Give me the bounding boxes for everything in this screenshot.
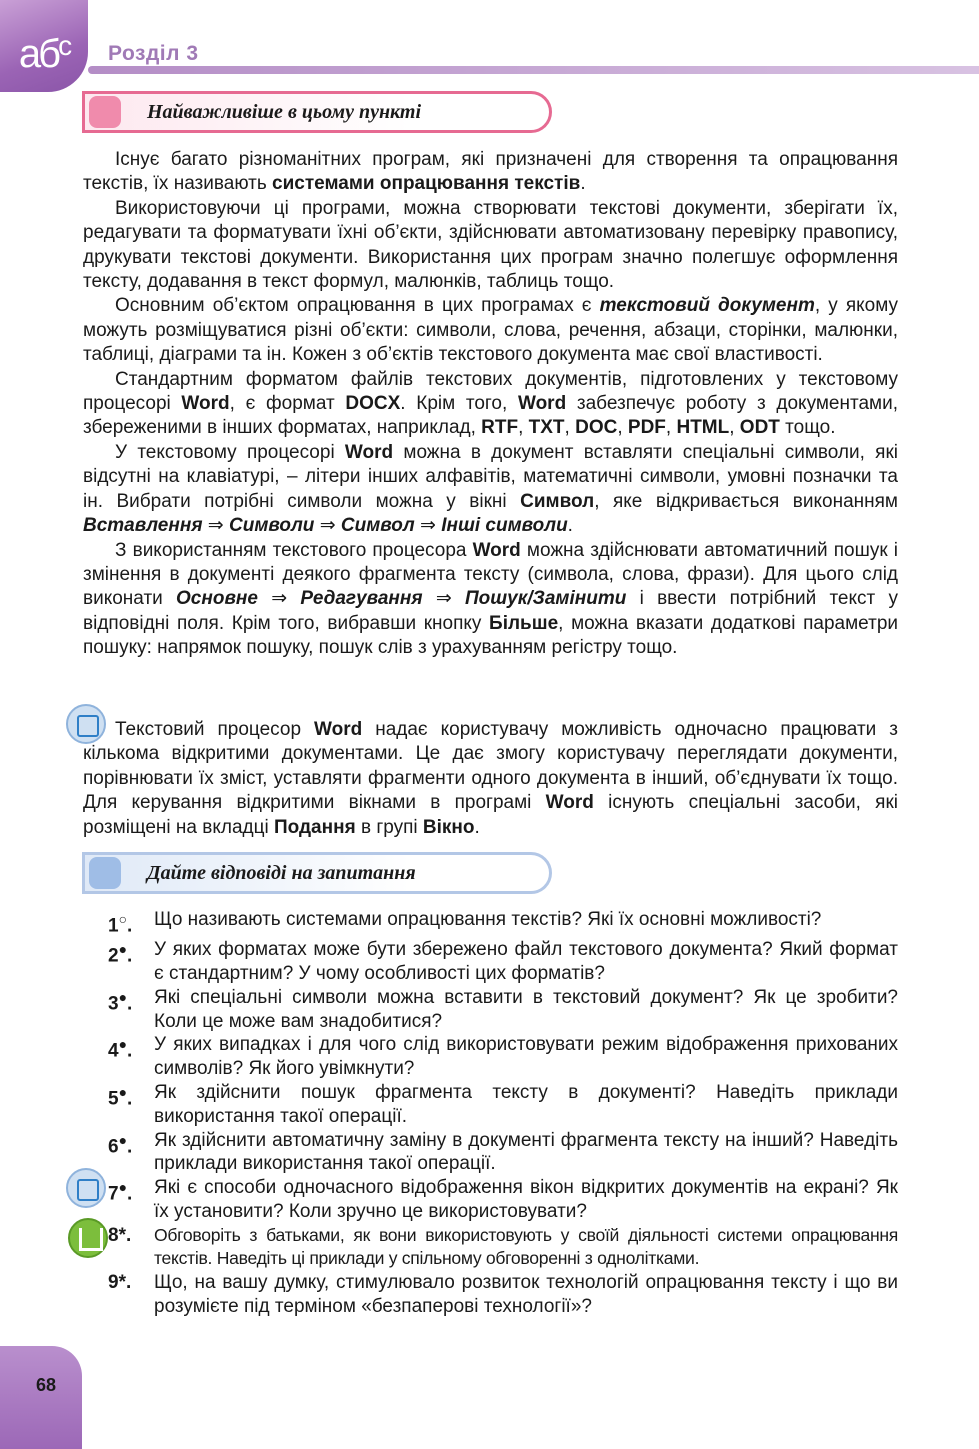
badge-text: аб	[18, 32, 59, 76]
question-item: 8*. Обговоріть з батьками, як вони використовують у своїй діяльності системи опрацювання текстів. Наведіть ці приклади у спільному обговоренні з однолітками.	[108, 1224, 898, 1269]
page-number-tab	[0, 1346, 82, 1449]
page-number: 68	[36, 1375, 57, 1395]
section-badge	[0, 0, 88, 92]
question-icon	[89, 857, 121, 889]
exclamation-icon	[89, 96, 121, 128]
paragraph-1: Існує багато різноманітних програм, які призначені для створення та опрацювання текстів, їх називають системами опрацювання текстів.	[83, 149, 898, 195]
paragraph-7: Текстовий процесор Word надає користувачу можливість одночасно працювати з кількома відкритими документами. Це дає змогу користувачу переглядати документи, порівнювати їх зміст, уставляти фрагменти одного документа в інший, об’єднувати їх тощо. Для керування відкритими вікнами в програмі Word існують спеціальні засоби, які розміщені на вкладці Подання в групі Вікно.	[83, 719, 898, 838]
important-banner-title: Найважливіше в цьому пункті	[147, 101, 422, 123]
family-discussion-icon	[68, 1218, 108, 1258]
header-divider	[88, 66, 979, 74]
question-item: 9*. Що, на вашу думку, стимулювало розвиток технологій опрацювання тексту і що ви розумієте під терміном «безпаперові технології»?	[108, 1272, 898, 1318]
question-item: 5●. Як здійснити пошук фрагмента тексту в документі? Наведіть приклади використання такої операції.	[108, 1081, 898, 1127]
question-item: 3●. Які спеціальні символи можна вставити в текстовий документ? Як це зробити? Коли це може вам знадобитися?	[108, 986, 898, 1032]
main-text	[83, 148, 898, 661]
note-text	[83, 718, 898, 840]
questions-banner	[82, 852, 552, 894]
badge-superscript: с	[58, 30, 70, 61]
questions-list	[108, 908, 898, 1319]
important-banner	[82, 91, 552, 133]
paragraph-5: У текстовому процесорі Word можна в документ вставляти спеціальні символи, які відсутні на клавіатурі, – літери інших алфавітів, математичні символи, умовні позначки та ін. Вибрати потрібні символи можна у вікні Символ, яке відкривається виконанням Вставлення ⇒ Символи ⇒ Символ ⇒ Інші символи.	[83, 441, 898, 537]
section-title: Розділ 3	[108, 42, 199, 65]
paragraph-3: Основним об’єктом опрацювання в цих програмах є текстовий документ, у якому можуть розміщуватися різні об’єкти: символи, слова, речення, абзаци, сторінки, малюнки, таблиці, діаграми та ін. Кожен з об’єктів текстового документа має свої властивості.	[83, 295, 898, 366]
questions-banner-title: Дайте відповіді на запитання	[147, 862, 416, 884]
question-item: 1○. Що називають системами опрацювання текстів? Які їх основні можливості?	[108, 909, 822, 937]
question-item: 6●. Як здійснити автоматичну заміну в документі фрагмента тексту на інший? Наведіть приклади використання такої операції.	[108, 1129, 898, 1175]
question-item: 4●. У яких випадках і для чого слід використовувати режим відображення прихованих символів? Як його увімкнути?	[108, 1034, 898, 1080]
paragraph-2: Використовуючи ці програми, можна створювати текстові документи, зберігати їх, редагувати та форматувати їхні об’єкти, здійснювати автоматизовану перевірку правопису, друкувати текстові документи. Використання цих програм значно полегшує оформлення тексту, додавання в текст формул, малюнків, таблиць тощо.	[83, 197, 898, 293]
paragraph-6: З використанням текстового процесора Word можна здійснювати автоматичний пошук і змінення в документі деякого фрагмента тексту (символа, слова, фрази). Для цього слід виконати Основне ⇒ Редагування ⇒ Пошук/Замінити і ввести потрібний текст у відповідні поля. Крім того, вибравши кнопку Більше, можна вказати додаткові параметри пошуку: напрямок пошуку, пошук слів з урахуванням регістру тощо.	[83, 539, 898, 659]
question-item: 7●. Які є способи одночасного відображення вікон відкритих документів на екрані? Як їх установити? Коли зручно це використовувати?	[108, 1177, 898, 1222]
spiral-note-icon	[66, 1168, 106, 1208]
paragraph-4: Стандартним форматом файлів текстових документів, підготовлених у текстовому процесорі Word, є формат DOCX. Крім того, Word забезпечує роботу з документами, збереженими в інших форматах, наприклад, RTF, TXT, DOC, PDF, HTML, ODT тощо.	[83, 368, 898, 439]
question-item: 2●. У яких форматах може бути збережено файл текстового документа? Який формат є стандартним? У чому особливості цих форматів?	[108, 939, 898, 984]
